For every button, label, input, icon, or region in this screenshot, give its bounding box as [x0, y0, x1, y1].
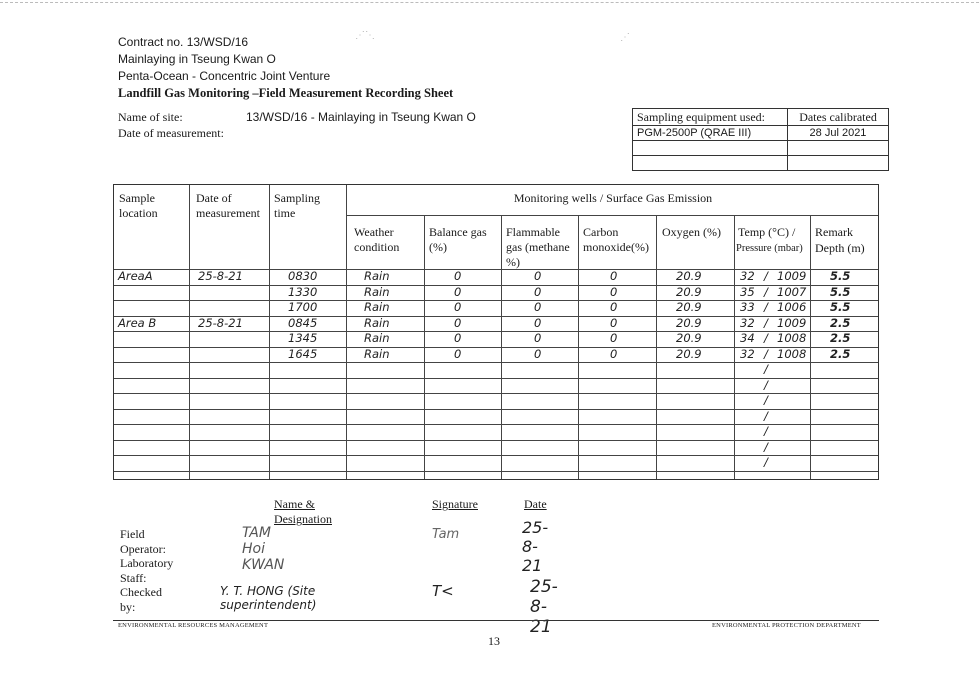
calibration-blank-cell	[788, 141, 889, 156]
signoff-signature-header: Signature	[432, 497, 478, 511]
equipment-table	[632, 108, 889, 171]
cell-time: 1645	[288, 346, 318, 361]
cell-temp: 33	[740, 300, 755, 314]
field-operator-date: 25-8-21	[522, 518, 549, 575]
contractor-name: Penta-Ocean - Concentric Joint Venture	[118, 69, 331, 83]
temp-pressure-separator: /	[764, 424, 768, 438]
page-number: 13	[488, 634, 500, 648]
cell-pressure: 1007	[777, 284, 807, 299]
temp-pressure-separator: /	[764, 284, 768, 299]
cell-oxygen: 20.9	[676, 300, 702, 314]
cell-date: 25-8-21	[198, 269, 243, 283]
cell-carbon-monoxide: 0	[610, 284, 618, 299]
cell-time: 1345	[288, 331, 318, 345]
cell-temp: 32	[740, 269, 755, 283]
temp-pressure-separator: /	[764, 408, 768, 423]
contract-number: Contract no. 13/WSD/16	[118, 35, 249, 49]
cell-temp: 35	[740, 284, 755, 299]
project-name: Mainlaying in Tseung Kwan O	[118, 52, 276, 66]
cell-weather: Rain	[364, 315, 390, 330]
checked-by-name: Y. T. HONG (Site superintendent)	[220, 584, 317, 612]
cell-balance-gas: 0	[454, 346, 462, 361]
signoff-name-header: Name & Designation	[274, 497, 332, 526]
cell-carbon-monoxide: 0	[610, 331, 618, 345]
cell-carbon-monoxide: 0	[610, 269, 618, 283]
checked-by-date: 25-8-21	[530, 577, 558, 637]
scan-speck-1: ⋰⋱	[355, 30, 375, 41]
temp-pressure-separator: /	[764, 362, 768, 376]
cell-balance-gas: 0	[454, 315, 462, 330]
cell-oxygen: 20.9	[676, 269, 702, 283]
header-flammable-gas: Flammable gas (methane %)	[506, 225, 570, 269]
equipment-header: Sampling equipment used:	[633, 109, 788, 126]
laboratory-staff-label: Laboratory Staff:	[120, 556, 174, 585]
field-operator-signature: Tam	[432, 527, 460, 542]
header-depth: Depth (m)	[815, 241, 865, 255]
calibration-header: Dates calibrated	[788, 109, 889, 126]
calibration-blank-cell	[788, 156, 889, 171]
header-sample-location: Sample location	[119, 191, 158, 220]
temp-pressure-separator: /	[764, 439, 768, 454]
temp-pressure-separator: /	[764, 300, 768, 314]
sheet-title: Landfill Gas Monitoring –Field Measurement Recording Sheet	[118, 86, 454, 100]
header-sampling-time: Sampling time	[274, 191, 321, 220]
cell-depth: 5.5	[830, 300, 851, 314]
temp-pressure-separator: /	[764, 331, 768, 345]
cell-location: AreaA	[118, 269, 153, 283]
temp-pressure-separator: /	[764, 455, 768, 469]
footer-right: ENVIRONMENTAL PROTECTION DEPARTMENT	[712, 622, 861, 629]
cell-balance-gas: 0	[454, 269, 462, 283]
equipment-blank-cell	[633, 156, 788, 171]
temp-pressure-separator: /	[764, 269, 768, 283]
footer-left: ENVIRONMENTAL RESOURCES MANAGEMENT	[118, 622, 269, 629]
top-border	[0, 2, 979, 3]
site-info	[118, 109, 476, 141]
header-monitoring-group: Monitoring wells / Surface Gas Emission	[513, 191, 713, 205]
cell-carbon-monoxide: 0	[610, 346, 618, 361]
measurement-table	[113, 184, 879, 480]
measurement-date-label: Date of measurement:	[118, 126, 224, 140]
cell-temp: 32	[740, 346, 755, 361]
cell-pressure: 1008	[777, 331, 807, 345]
cell-temp: 32	[740, 315, 755, 330]
temp-pressure-separator: /	[764, 315, 768, 330]
cell-date: 25-8-21	[198, 315, 243, 330]
footer-rule	[113, 620, 879, 621]
cell-flammable-gas: 0	[534, 331, 542, 345]
cell-location: Area B	[118, 315, 157, 330]
cell-carbon-monoxide: 0	[610, 300, 618, 314]
header-balance-gas: Balance gas (%)	[429, 225, 487, 254]
cell-weather: Rain	[364, 331, 390, 345]
field-operator-label: Field Operator:	[120, 527, 166, 556]
cell-weather: Rain	[364, 300, 390, 314]
header-remark: Remark	[815, 225, 853, 239]
row-line	[114, 471, 878, 472]
cell-depth: 5.5	[830, 269, 851, 283]
temp-pressure-separator: /	[764, 393, 768, 407]
site-name-label: Name of site:	[118, 110, 183, 124]
site-name-value: 13/WSD/16 - Mainlaying in Tseung Kwan O	[246, 110, 476, 124]
cell-oxygen: 20.9	[676, 346, 702, 361]
col-divider	[346, 185, 347, 479]
cell-depth: 2.5	[830, 346, 851, 361]
header-carbon-monoxide: Carbon monoxide(%)	[583, 225, 649, 254]
header-temp: Temp (°C) /	[738, 225, 796, 239]
cell-pressure: 1008	[777, 346, 807, 361]
cell-flammable-gas: 0	[534, 284, 542, 299]
cell-pressure: 1006	[777, 300, 807, 314]
cell-oxygen: 20.9	[676, 331, 702, 345]
cell-pressure: 1009	[777, 269, 807, 283]
signoff-date-header: Date	[524, 497, 547, 511]
cell-time: 1330	[288, 284, 318, 299]
cell-pressure: 1009	[777, 315, 807, 330]
cell-weather: Rain	[364, 284, 390, 299]
header-oxygen: Oxygen (%)	[662, 225, 721, 239]
group-header-divider	[346, 215, 878, 216]
cell-balance-gas: 0	[454, 300, 462, 314]
cell-oxygen: 20.9	[676, 284, 702, 299]
cell-time: 0845	[288, 315, 318, 330]
field-operator-name: TAM Hoi KWAN	[242, 525, 285, 573]
cell-flammable-gas: 0	[534, 346, 542, 361]
scan-speck-2: ⋰	[620, 32, 630, 43]
calibration-date: 28 Jul 2021	[788, 126, 889, 141]
cell-time: 1700	[288, 300, 318, 314]
cell-balance-gas: 0	[454, 284, 462, 299]
cell-time: 0830	[288, 269, 318, 283]
checked-by-label: Checked by:	[120, 585, 162, 614]
cell-weather: Rain	[364, 269, 390, 283]
header-weather: Weather condition	[354, 225, 400, 254]
cell-depth: 2.5	[830, 315, 851, 330]
col-divider	[269, 185, 270, 479]
cell-depth: 5.5	[830, 284, 851, 299]
cell-flammable-gas: 0	[534, 269, 542, 283]
cell-balance-gas: 0	[454, 331, 462, 345]
cell-temp: 34	[740, 331, 755, 345]
cell-weather: Rain	[364, 346, 390, 361]
document-header	[118, 34, 453, 102]
cell-flammable-gas: 0	[534, 315, 542, 330]
temp-pressure-separator: /	[764, 377, 768, 392]
cell-oxygen: 20.9	[676, 315, 702, 330]
cell-carbon-monoxide: 0	[610, 315, 618, 330]
cell-depth: 2.5	[830, 331, 851, 345]
header-pressure: Pressure (mbar)	[736, 243, 803, 254]
cell-flammable-gas: 0	[534, 300, 542, 314]
temp-pressure-separator: /	[764, 346, 768, 361]
equipment-model: PGM-2500P (QRAE III)	[633, 126, 788, 141]
col-divider	[189, 185, 190, 479]
equipment-blank-cell	[633, 141, 788, 156]
checked-by-signature: T<	[432, 582, 454, 600]
header-date: Date of measurement	[196, 191, 260, 220]
